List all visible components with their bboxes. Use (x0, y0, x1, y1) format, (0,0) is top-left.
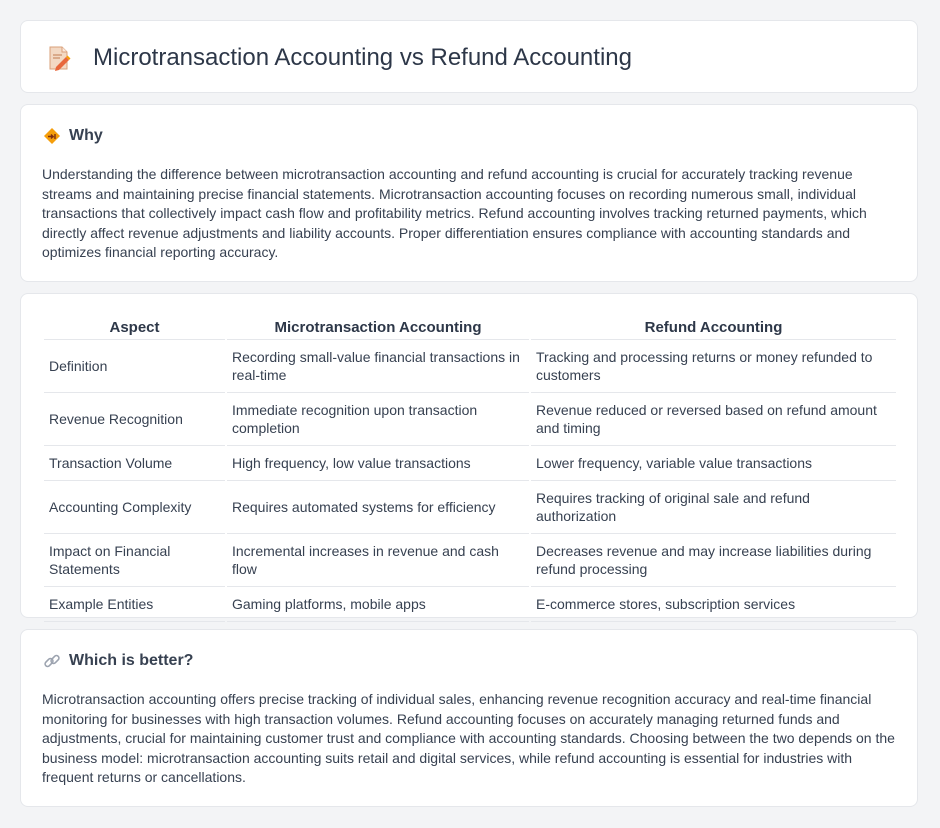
better-heading (43, 652, 193, 670)
row-microtransaction: Recording small-value financial transactions in real-time (227, 340, 529, 393)
row-aspect: Definition (44, 340, 225, 393)
row-aspect: Transaction Volume (44, 446, 225, 481)
row-microtransaction: Gaming platforms, mobile apps (227, 587, 529, 622)
row-refund: Requires tracking of original sale and refund authorization (531, 481, 896, 534)
table-row (44, 446, 896, 481)
header-card (20, 20, 918, 93)
row-aspect: Impact on Financial Statements (44, 534, 225, 587)
row-microtransaction: Incremental increases in revenue and cash flow (227, 534, 529, 587)
row-refund: Tracking and processing returns or money refunded to customers (531, 340, 896, 393)
table-header-row (44, 316, 896, 340)
why-body: Understanding the difference between microtransaction accounting and refund accounting is crucial for accurately tracking revenue streams and maintaining precise financial statements. Microtransaction accounting focuses on recording numerous small, individual transactions that collectively impact cash flow and profitability metrics. Refund accounting involves tracking returned payments, which directly affect revenue adjustments and liability accounts. Proper differentiation ensures compliance with accounting standards and optimizes financial reporting accuracy. (42, 166, 867, 260)
row-refund: E-commerce stores, subscription services (531, 587, 896, 622)
row-aspect: Example Entities (44, 587, 225, 622)
better-title: Which is better? (69, 652, 194, 669)
table-row (44, 393, 896, 446)
why-heading (43, 127, 103, 145)
table-row (44, 340, 896, 393)
header-refund: Refund Accounting (531, 316, 896, 340)
title-row (47, 43, 632, 73)
document-pencil-icon (47, 45, 71, 71)
link-icon (43, 652, 61, 670)
header-aspect: Aspect (44, 316, 225, 340)
row-refund: Decreases revenue and may increase liabilities during refund processing (531, 534, 896, 587)
which-is-better-card (20, 629, 918, 807)
why-card (20, 104, 918, 282)
better-body: Microtransaction accounting offers precise tracking of individual sales, enhancing revenue recognition accuracy and real-time financial monitoring for businesses with high transaction volumes. Refund accounting focuses on accurately managing returned funds and adjustments, crucial for maintaining customer trust and compliance with accounting standards. Choosing between the two depends on the business model: microtransaction accounting suits retail and digital services, while refund accounting is essential for industries with frequent returns or cancellations. (42, 691, 895, 785)
why-title: Why (69, 127, 103, 144)
table-row (44, 587, 896, 622)
diamond-sign-icon (43, 127, 61, 145)
row-aspect: Accounting Complexity (44, 481, 225, 534)
row-microtransaction: Immediate recognition upon transaction completion (227, 393, 529, 446)
page-title: Microtransaction Accounting vs Refund Accounting (93, 44, 632, 71)
row-refund: Lower frequency, variable value transactions (531, 446, 896, 481)
row-microtransaction: High frequency, low value transactions (227, 446, 529, 481)
row-refund: Revenue reduced or reversed based on refund amount and timing (531, 393, 896, 446)
comparison-card (20, 293, 918, 618)
header-microtransaction: Microtransaction Accounting (227, 316, 529, 340)
row-aspect: Revenue Recognition (44, 393, 225, 446)
table-row (44, 481, 896, 534)
row-microtransaction: Requires automated systems for efficiency (227, 481, 529, 534)
comparison-table (42, 316, 898, 622)
table-row (44, 534, 896, 587)
